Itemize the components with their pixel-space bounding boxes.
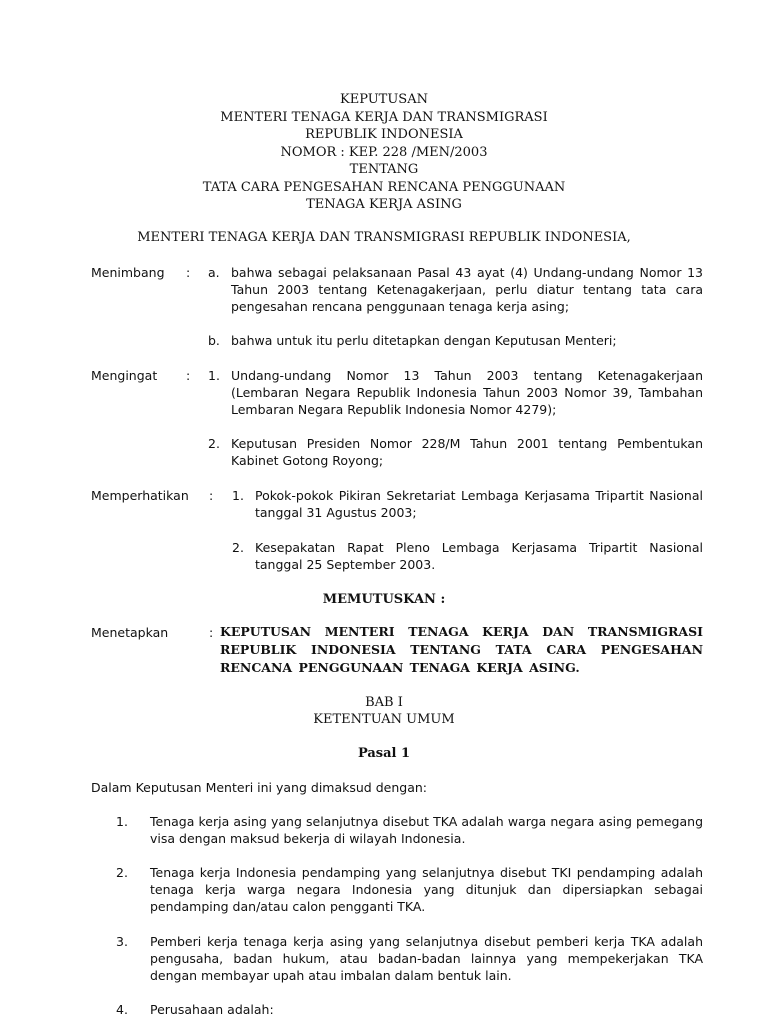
mengingat-item-2: Keputusan Presiden Nomor 228/M Tahun 2001 tentang Pembentukan Kabinet Gotong Royong; xyxy=(231,436,703,468)
memperhatikan-item-2: Kesepakatan Rapat Pleno Lembaga Kerjasama Tripartit Nasional tanggal 25 September 2003. xyxy=(255,540,703,572)
title-line: TENTANG xyxy=(349,162,419,177)
memperhatikan-label: Memperhatikan xyxy=(91,488,189,503)
definition-number: 1. xyxy=(116,814,128,829)
mengingat-item-1: Undang-undang Nomor 13 Tahun 2003 tentang Ketenagakerjaan (Lembaran Negara Republik Indonesia Tahun 2003 Nomor 39, Tambahan Lembaran Negara Republik Indonesia Nomor 4279); xyxy=(231,368,703,417)
menimbang-colon: : xyxy=(186,265,191,280)
definition-text: Pemberi kerja tenaga kerja asing yang selanjutnya disebut pemberi kerja TKA adalah pengusaha, badan hukum, atau badan-badan lainnya yang mempekerjakan TKA dengan membayar upah atau imbalan dalam bentuk lain. xyxy=(150,934,703,983)
document-title-block xyxy=(0,91,768,214)
mengingat-colon: : xyxy=(186,368,191,383)
definition-text: Perusahaan adalah: xyxy=(150,1002,274,1017)
pasal-intro: Dalam Keputusan Menteri ini yang dimaksud dengan: xyxy=(91,780,427,795)
memperhatikan-marker-1: 1. xyxy=(232,488,244,503)
pasal-heading: Pasal 1 xyxy=(357,746,411,761)
title-line: MENTERI TENAGA KERJA DAN TRANSMIGRASI xyxy=(220,109,548,125)
title-line: NOMOR : KEP. 228 /MEN/2003 xyxy=(280,144,488,160)
menetapkan-label: Menetapkan xyxy=(91,625,169,640)
menimbang-label: Menimbang xyxy=(91,265,165,280)
title-line: TATA CARA PENGESAHAN RENCANA PENGGUNAAN xyxy=(202,179,566,195)
menimbang-marker-b: b. xyxy=(208,333,220,348)
minister-heading: MENTERI TENAGA KERJA DAN TRANSMIGRASI REPUBLIK INDONESIA, xyxy=(137,230,631,245)
bab-number: BAB I xyxy=(365,695,403,710)
definition-number: 4. xyxy=(116,1002,128,1017)
mengingat-label: Mengingat xyxy=(91,368,158,383)
title-line: KEPUTUSAN xyxy=(340,92,428,107)
definition-text: Tenaga kerja Indonesia pendamping yang selanjutnya disebut TKI pendamping adalah tenaga kerja warga negara Indonesia yang ditunjuk dan dipersiapkan sebagai pendamping dan/atau calon pengganti TKA. xyxy=(150,865,703,914)
menetapkan-text: KEPUTUSAN MENTERI TENAGA KERJA DAN TRANSMIGRASI REPUBLIK INDONESIA TENTANG TATA CARA PENGESAHAN RENCANA PENGGUNAAN TENAGA KERJA ASING. xyxy=(220,624,703,675)
definition-number: 3. xyxy=(116,934,128,949)
title-line: REPUBLIK INDONESIA xyxy=(305,127,463,142)
definition-text: Tenaga kerja asing yang selanjutnya disebut TKA adalah warga negara asing pemegang visa dengan maksud bekerja di wilayah Indonesia. xyxy=(150,814,703,846)
menimbang-item-b: bahwa untuk itu perlu ditetapkan dengan Keputusan Menteri; xyxy=(231,333,617,348)
menimbang-marker-a: a. xyxy=(208,265,220,280)
mengingat-marker-2: 2. xyxy=(208,436,220,451)
memperhatikan-marker-2: 2. xyxy=(232,540,244,555)
mengingat-marker-1: 1. xyxy=(208,368,220,383)
memperhatikan-colon: : xyxy=(209,488,214,503)
memperhatikan-item-1: Pokok-pokok Pikiran Sekretariat Lembaga Kerjasama Tripartit Nasional tanggal 31 Agustus 2003; xyxy=(255,488,703,520)
bab-title: KETENTUAN UMUM xyxy=(313,712,455,727)
menimbang-item-a: bahwa sebagai pelaksanaan Pasal 43 ayat (4) Undang-undang Nomor 13 Tahun 2003 tentang Ketenagakerjaan, perlu diatur tentang tata cara pengesahan rencana penggunaan tenaga kerja asing; xyxy=(231,265,703,314)
menetapkan-colon: : xyxy=(209,625,214,640)
definition-number: 2. xyxy=(116,865,128,880)
title-line: TENAGA KERJA ASING xyxy=(306,197,462,212)
memutuskan-heading: MEMUTUSKAN : xyxy=(322,592,446,607)
